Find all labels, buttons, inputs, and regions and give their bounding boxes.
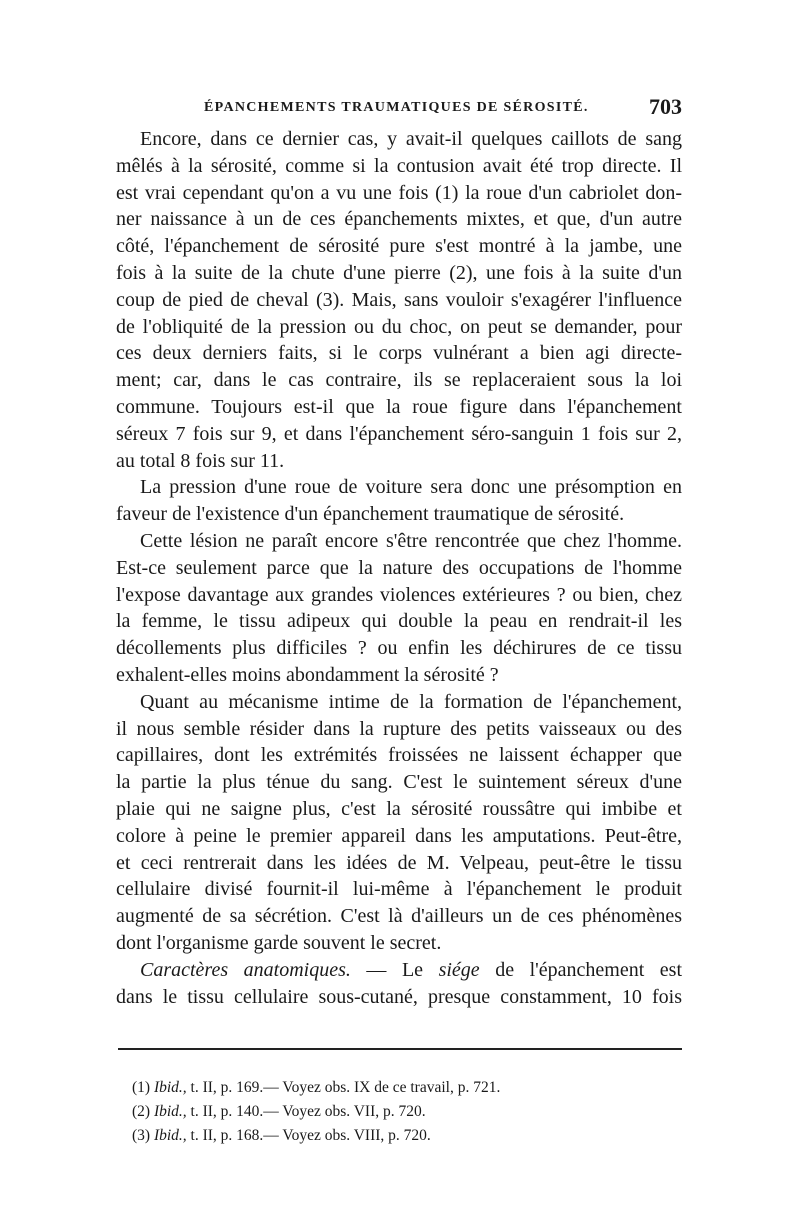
footnote-ref: Ibid., [153,1103,187,1120]
text-line: la partie la plus ténue du sang. C'est le suintement séreux d'une [116,771,682,794]
text-line: Encore, dans ce dernier cas, y avait-il quelques caillots de sang [140,128,682,150]
footnote [132,1076,672,1100]
text-line: côté, l'épanchement de sérosité pure s'est montré à la jambe, une [116,235,682,258]
text-line: La pression d'une roue de voiture sera donc une présomption en [140,476,682,499]
text-line: et ceci rentrerait dans les idées de M. Velpeau, peut-être le tissu [116,851,682,874]
page-number: 703 [649,94,682,119]
text-line: exhalent-elles moins abondamment la sérosité ? [116,663,499,686]
text-line: Est-ce seulement parce que la nature des occupations de l'homme [116,556,682,579]
text-line: il nous semble résider dans la rupture des petits vaisseaux ou des [116,717,682,740]
running-head [118,94,682,120]
footnote-number: (3) [132,1127,151,1144]
text-line: coup de pied de cheval (3). Mais, sans vouloir s'exagérer l'influence [116,288,682,311]
text-line: est vrai cependant qu'on a vu une fois (1) la roue d'un cabriolet don- [116,181,682,204]
footnote-number: (2) [132,1103,151,1120]
text-line: dont l'organisme garde souvent le secret. [116,931,442,954]
section-text: de l'épanchement est [479,958,682,981]
text-line: décollements plus difficiles ? ou enfin les déchirures de ce tissu [116,637,682,660]
text-line: la femme, le tissu adipeux qui double la peau en rendrait-il les [116,610,682,633]
text-line: mêlés à la sérosité, comme si la contusion avait été trop directe. Il [116,154,682,177]
text-line: au total 8 fois sur 11. [116,449,285,472]
section-text: — Le [350,958,439,981]
body-text [116,126,682,1010]
footnote-number: (1) [132,1079,151,1096]
section-heading-line [116,957,682,984]
section-term: siége [438,958,480,981]
text-line: fois à la suite de la chute d'une pierre (2), une fois à la suite d'un [116,261,682,284]
footnote-text: t. II, p. 169.— Voyez obs. IX de ce travail, p. 721. [186,1079,501,1096]
section-heading: Caractères anatomiques. [140,958,351,981]
footnotes [132,1076,672,1148]
text-line: plaie qui ne saigne plus, c'est la sérosité roussâtre qui imbibe et [116,797,682,820]
text-line: colore à peine le premier appareil dans les amputations. Peut-être, [116,824,682,847]
text-line: séreux 7 fois sur 9, et dans l'épanchement séro-sanguin 1 fois sur 2, [116,422,682,445]
text-line: Quant au mécanisme intime de la formation de l'épanchement, [140,690,682,713]
footnote-ref: Ibid., [153,1079,187,1096]
running-title: ÉPANCHEMENTS TRAUMATIQUES DE SÉROSITÉ. [204,100,589,115]
text-line: de l'obliquité de la pression ou du choc, on peut se demander, pour [116,315,682,338]
footnote-text: t. II, p. 140.— Voyez obs. VII, p. 720. [186,1103,426,1120]
text-line: ment; car, dans le cas contraire, ils se replaceraient sous la loi [116,369,682,392]
footnote [132,1124,672,1148]
footnote-rule [118,1048,682,1050]
text-line: dans le tissu cellulaire sous-cutané, presque constamment, 10 fois [116,985,682,1008]
text-line: cellulaire divisé fournit-il lui-même à l'épanchement le produit [116,878,682,901]
text-line: capillaires, dont les extrémités froissées ne laissent échapper que [116,744,682,767]
text-line: ner naissance à un de ces épanchements mixtes, et que, d'un autre [116,208,682,231]
footnote-ref: Ibid., [153,1127,187,1144]
text-line: faveur de l'existence d'un épanchement traumatique de sérosité. [116,503,625,526]
footnote [132,1100,672,1124]
text-line: augmenté de sa sécrétion. C'est là d'ailleurs un de ces phénomènes [116,905,682,928]
text-line: ces deux derniers faits, si le corps vulnérant a bien agi directe- [116,342,682,365]
text-line: commune. Toujours est-il que la roue figure dans l'épanchement [116,395,682,418]
text-line: l'expose davantage aux grandes violences extérieures ? ou bien, chez [116,583,682,606]
footnote-text: t. II, p. 168.— Voyez obs. VIII, p. 720. [186,1127,431,1144]
text-line: Cette lésion ne paraît encore s'être rencontrée que chez l'homme. [140,529,682,552]
